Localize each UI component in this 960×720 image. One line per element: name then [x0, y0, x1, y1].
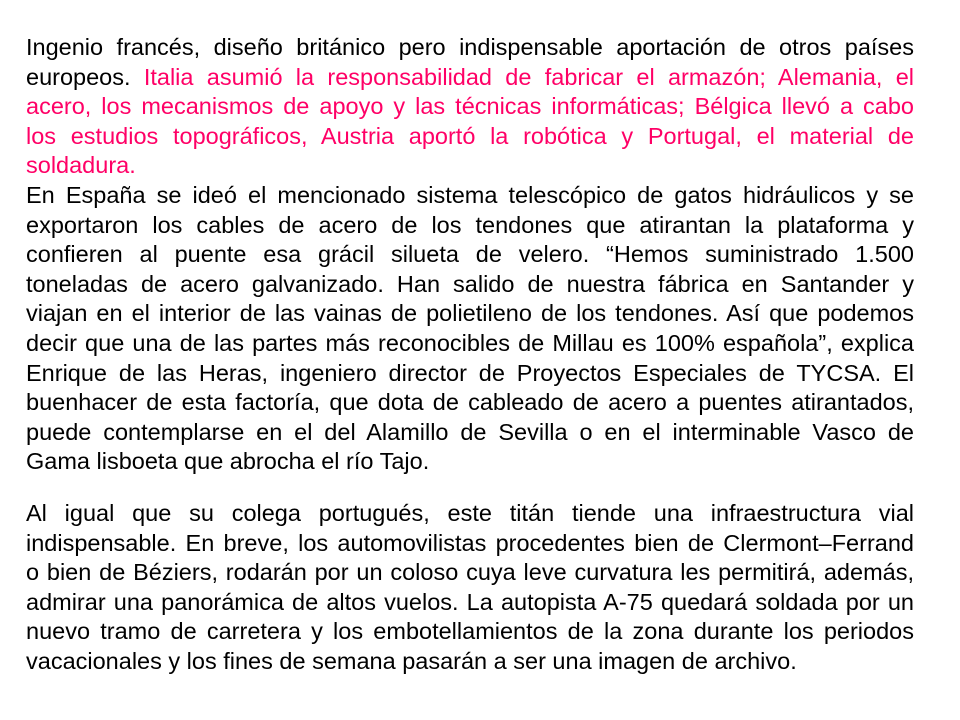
- highlighted-text-segment: acero, los mecanismos de apoyo y las técnicas informáticas; Bélgica llevó a cabo: [26, 93, 914, 120]
- text-line: [26, 299, 914, 329]
- text-segment: puede contemplarse en el del Alamillo de Sevilla o en el interminable Vasco de: [26, 418, 914, 445]
- text-segment: indispensable. En breve, los automovilistas procedentes bien de Clermont–Ferrand: [26, 529, 914, 556]
- text-segment: decir que una de las partes más reconocibles de Millau es 100% española”, explica: [26, 329, 914, 356]
- text-line: [26, 33, 914, 63]
- text-segment: En España se ideó el mencionado sistema telescópico de gatos hidráulicos y se: [26, 181, 914, 208]
- text-body: [26, 33, 914, 676]
- text-line: [26, 181, 914, 211]
- text-line: [26, 388, 914, 418]
- text-segment: exportaron los cables de acero de los tendones que atirantan la plataforma y: [26, 211, 914, 238]
- text-segment: Enrique de las Heras, ingeniero director de Proyectos Especiales de TYCSA. El: [26, 359, 914, 386]
- text-line: [26, 529, 914, 559]
- text-segment: viajan en el interior de las vainas de polietileno de los tendones. Así que podemos: [26, 300, 914, 327]
- text-line: [26, 588, 914, 618]
- paragraph-2: [26, 181, 914, 477]
- text-line: [26, 647, 914, 677]
- text-line: [26, 447, 914, 477]
- text-segment: europeos.: [26, 63, 144, 90]
- highlighted-text-segment: los estudios topográficos, Austria aportó la robótica y Portugal, el material de: [26, 122, 914, 149]
- highlighted-text-segment: Italia asumió la responsabilidad de fabricar el armazón; Alemania, el: [143, 63, 914, 90]
- text-segment: Al igual que su colega portugués, este titán tiende una infraestructura vial: [26, 499, 914, 526]
- text-line: [26, 92, 914, 122]
- text-segment: vacacionales y los fines de semana pasarán a ser una imagen de archivo.: [26, 647, 797, 674]
- text-line: [26, 558, 914, 588]
- text-line: [26, 122, 914, 152]
- text-segment: admirar una panorámica de altos vuelos. La autopista A-75 quedará soldada por un: [26, 588, 914, 615]
- text-line: [26, 63, 914, 93]
- highlighted-text-segment: soldadura.: [26, 152, 136, 179]
- text-line: [26, 240, 914, 270]
- text-line: [26, 359, 914, 389]
- text-line: [26, 617, 914, 647]
- text-segment: Gama lisboeta que abrocha el río Tajo.: [26, 448, 430, 475]
- text-segment: nuevo tramo de carretera y los embotellamientos de la zona durante los periodos: [26, 618, 914, 645]
- paragraph-1: [26, 33, 914, 181]
- text-line: [26, 270, 914, 300]
- text-line: [26, 418, 914, 448]
- text-line: [26, 151, 914, 181]
- text-line: [26, 499, 914, 529]
- text-line: [26, 329, 914, 359]
- text-segment: buenhacer de esta factoría, que dota de cableado de acero a puentes atirantados,: [26, 389, 914, 416]
- text-segment: o bien de Béziers, rodarán por un coloso cuya leve curvatura les permitirá, además,: [26, 559, 914, 586]
- paragraph-3: [26, 499, 914, 677]
- text-segment: confieren al puente esa grácil silueta de velero. “Hemos suministrado 1.500: [26, 241, 914, 268]
- text-segment: Ingenio francés, diseño británico pero indispensable aportación de otros países: [26, 34, 914, 60]
- text-line: [26, 211, 914, 241]
- text-segment: toneladas de acero galvanizado. Han salido de nuestra fábrica en Santander y: [26, 270, 914, 297]
